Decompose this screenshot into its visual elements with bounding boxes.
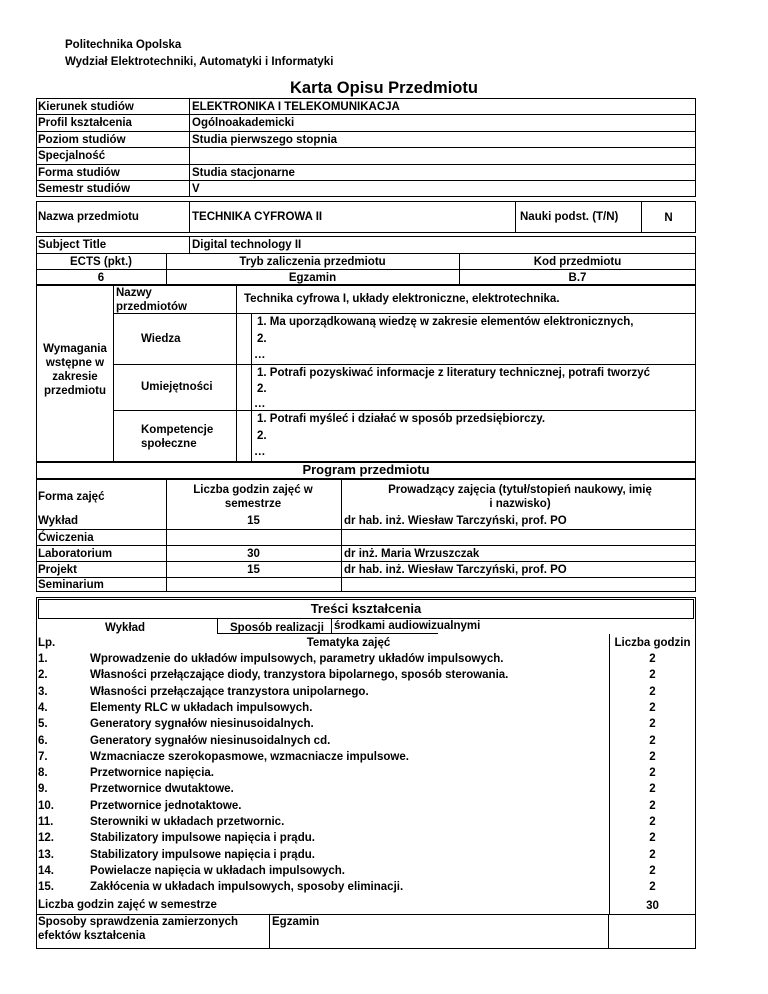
topic-text: Generatory sygnałów niesinusoidalnych cd. bbox=[90, 735, 331, 747]
topic-text: Wzmacniacze szerokopasmowe, wzmacniacze impulsowe. bbox=[90, 751, 409, 763]
sposob-label: Sposób realizacji bbox=[230, 622, 324, 634]
topic-hours: 2 bbox=[649, 653, 656, 665]
nauki-label: Nauki podst. (T/N) bbox=[520, 211, 619, 223]
topic-lp: 7. bbox=[38, 751, 48, 763]
topic-text: Przetwornice dwutaktowe. bbox=[90, 783, 234, 795]
topic-hours: 2 bbox=[649, 881, 656, 893]
topic-text: Własności przełączające tranzystora unipolarnego. bbox=[90, 686, 369, 698]
topics-col-tematyka: Tematyka zajęć bbox=[306, 637, 391, 649]
topic-text: Generatory sygnałów niesinusoidalnych. bbox=[90, 718, 314, 730]
topic-lp: 9. bbox=[38, 783, 48, 795]
topic-text: Powielacze napięcia w układach impulsowych. bbox=[90, 865, 346, 877]
topic-hours: 2 bbox=[649, 669, 656, 681]
kompetencje-line: 1. Potrafi myśleć i działać w sposób przedsiębiorczy. bbox=[257, 413, 546, 425]
wiedza-label: Wiedza bbox=[141, 333, 181, 345]
topic-text: Własności przełączające diody, tranzystora bipolarnego, sposób sterowania. bbox=[90, 669, 509, 681]
topic-text: Stabilizatory impulsowe napięcia i prądu. bbox=[90, 849, 315, 861]
tryb-value: Egzamin bbox=[288, 272, 337, 284]
topic-hours: 2 bbox=[649, 783, 656, 795]
verify-value: Egzamin bbox=[272, 916, 320, 928]
subject-title-value: Digital technology II bbox=[192, 239, 302, 251]
topic-text: Przetwornice jednotaktowe. bbox=[90, 800, 242, 812]
program-row-godziny: 30 bbox=[247, 548, 260, 560]
ects-value: 6 bbox=[97, 272, 105, 284]
subject-name-value: TECHNIKA CYFROWA II bbox=[192, 211, 323, 223]
topic-hours: 2 bbox=[649, 751, 656, 763]
subject-title-label: Subject Title bbox=[38, 239, 107, 251]
program-row-prowadzacy: dr inż. Maria Wrzuszczak bbox=[344, 548, 480, 560]
topic-hours: 2 bbox=[649, 686, 656, 698]
topic-text: Elementy RLC w układach impulsowych. bbox=[90, 702, 313, 714]
topic-text: Sterowniki w układach przetwornic. bbox=[90, 816, 285, 828]
topic-lp: 12. bbox=[38, 832, 54, 844]
study-info-label: Poziom studiów bbox=[38, 134, 126, 146]
study-info-value: Studia pierwszego stopnia bbox=[192, 134, 338, 146]
topic-hours: 2 bbox=[649, 800, 656, 812]
topic-hours: 2 bbox=[649, 832, 656, 844]
sposob-value: środkami audiowizualnymi bbox=[334, 620, 481, 632]
topic-hours: 2 bbox=[649, 702, 656, 714]
topic-hours: 2 bbox=[649, 816, 656, 828]
topic-lp: 1. bbox=[38, 653, 48, 665]
study-info-label: Kierunek studiów bbox=[38, 101, 134, 113]
prerequisites-label: Wymagania wstępne w zakresie przedmiotu bbox=[43, 343, 107, 397]
study-info-label: Profil kształcenia bbox=[38, 117, 132, 129]
topic-lp: 5. bbox=[38, 718, 48, 730]
program-row-prowadzacy: dr hab. inż. Wiesław Tarczyński, prof. PO bbox=[344, 564, 567, 576]
topic-lp: 11. bbox=[38, 816, 54, 828]
topic-hours: 2 bbox=[649, 767, 656, 779]
page-title: Karta Opisu Przedmiotu bbox=[290, 79, 478, 97]
topic-text: Wprowadzenie do układów impulsowych, parametry układów impulsowych. bbox=[90, 653, 504, 665]
topic-lp: 6. bbox=[38, 735, 48, 747]
topic-text: Zakłócenia w układach impulsowych, sposoby eliminacji. bbox=[90, 881, 404, 893]
kompetencje-line: 2. bbox=[257, 430, 267, 442]
study-info-value: Ogólnoakademicki bbox=[192, 117, 295, 129]
topic-text: Stabilizatory impulsowe napięcia i prądu. bbox=[90, 832, 315, 844]
university-name: Politechnika Opolska bbox=[65, 39, 182, 51]
wyklad-label: Wykład bbox=[105, 622, 146, 634]
topic-lp: 14. bbox=[38, 865, 54, 877]
program-title: Program przedmiotu bbox=[302, 462, 430, 477]
study-info-value: ELEKTRONIKA I TELEKOMUNIKACJA bbox=[192, 101, 400, 113]
verify-label: Sposoby sprawdzenia zamierzonych efektów kształcenia bbox=[38, 916, 239, 942]
umiejetnosci-line: 1. Potrafi pozyskiwać informacje z literatury technicznej, potrafi tworzyć bbox=[257, 367, 651, 379]
topic-lp: 8. bbox=[38, 767, 48, 779]
program-row-forma: Wykład bbox=[38, 515, 79, 527]
faculty-name: Wydział Elektrotechniki, Automatyki i Informatyki bbox=[65, 56, 334, 68]
wiedza-line: 1. Ma uporządkowaną wiedzę w zakresie elementów elektronicznych, bbox=[257, 316, 634, 328]
nazwy-label: Nazwy przedmiotów bbox=[116, 287, 187, 313]
topic-lp: 3. bbox=[38, 686, 48, 698]
program-row-godziny: 15 bbox=[247, 564, 260, 576]
umiejetnosci-line: … bbox=[254, 398, 266, 410]
program-col-prowadzacy: Prowadzący zajęcia (tytuł/stopień naukowy, imię i nazwisko) bbox=[388, 484, 652, 510]
program-row-forma: Ćwiczenia bbox=[38, 532, 94, 544]
study-info-label: Forma studiów bbox=[38, 167, 120, 179]
ects-label: ECTS (pkt.) bbox=[70, 256, 132, 268]
kompetencje-line: … bbox=[254, 446, 266, 458]
tryb-label: Tryb zaliczenia przedmiotu bbox=[239, 256, 386, 268]
study-info-value: Studia stacjonarne bbox=[192, 167, 295, 179]
topic-lp: 2. bbox=[38, 669, 48, 681]
program-row-forma: Seminarium bbox=[38, 579, 104, 591]
wiedza-line: … bbox=[254, 349, 266, 361]
topic-lp: 15. bbox=[38, 881, 54, 893]
program-row-prowadzacy: dr hab. inż. Wiesław Tarczyński, prof. PO bbox=[344, 515, 567, 527]
program-col-forma: Forma zajęć bbox=[38, 491, 105, 503]
topic-lp: 13. bbox=[38, 849, 54, 861]
study-info-label: Semestr studiów bbox=[38, 183, 131, 195]
nauki-value: N bbox=[664, 212, 673, 224]
topic-hours: 2 bbox=[649, 718, 656, 730]
topic-lp: 10. bbox=[38, 800, 54, 812]
total-hours-label: Liczba godzin zajęć w semestrze bbox=[38, 899, 217, 911]
kod-value: B.7 bbox=[568, 272, 587, 284]
program-row-godziny: 15 bbox=[247, 515, 260, 527]
content-title: Treści kształcenia bbox=[310, 601, 422, 616]
topics-col-lp: Lp. bbox=[38, 637, 56, 649]
subject-name-label: Nazwa przedmiotu bbox=[38, 211, 139, 223]
topic-lp: 4. bbox=[38, 702, 48, 714]
program-row-forma: Projekt bbox=[38, 564, 77, 576]
topics-col-godziny: Liczba godzin bbox=[614, 637, 691, 649]
total-hours-value: 30 bbox=[646, 900, 659, 912]
program-row-forma: Laboratorium bbox=[38, 548, 113, 560]
umiejetnosci-label: Umiejętności bbox=[141, 381, 213, 393]
topic-hours: 2 bbox=[649, 865, 656, 877]
kod-label: Kod przedmiotu bbox=[533, 256, 622, 268]
topic-hours: 2 bbox=[649, 735, 656, 747]
topic-text: Przetwornice napięcia. bbox=[90, 767, 214, 779]
study-info-label: Specjalność bbox=[38, 150, 106, 162]
topic-hours: 2 bbox=[649, 849, 656, 861]
program-col-godziny: Liczba godzin zajęć w semestrze bbox=[193, 484, 313, 510]
umiejetnosci-line: 2. bbox=[257, 383, 267, 395]
study-info-value: V bbox=[192, 183, 200, 195]
kompetencje-label: Kompetencje społeczne bbox=[141, 424, 214, 450]
nazwy-value: Technika cyfrowa I, układy elektroniczne, elektrotechnika. bbox=[244, 293, 560, 305]
wiedza-line: 2. bbox=[257, 333, 267, 345]
